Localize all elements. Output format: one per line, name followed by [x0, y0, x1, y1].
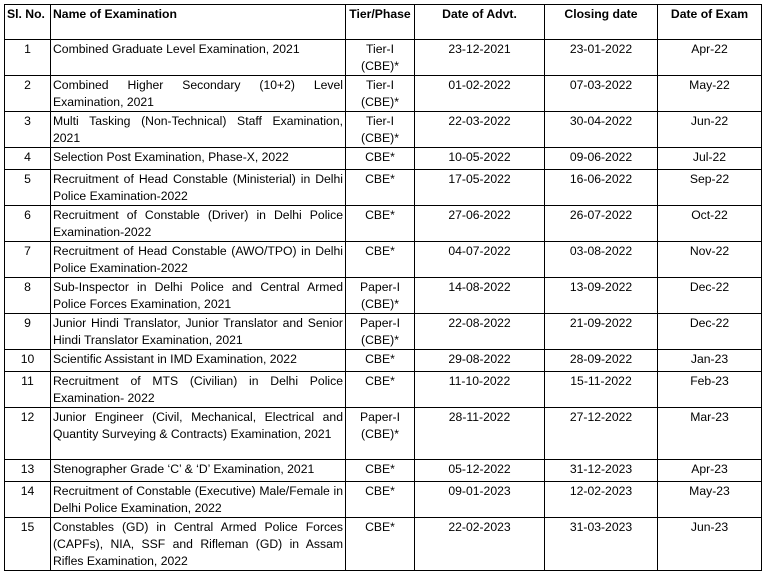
cell-sl-no: 5 [5, 170, 51, 206]
cell-tier-phase: CBE* [346, 170, 415, 206]
cell-closing-date: 12-02-2023 [545, 482, 658, 518]
table-row [5, 518, 762, 571]
cell-closing-date: 28-09-2022 [545, 350, 658, 372]
cell-sl-no: 3 [5, 112, 51, 148]
cell-date-of-exam: Jun-23 [658, 518, 762, 571]
cell-date-of-advt: 22-03-2022 [415, 112, 545, 148]
cell-date-of-exam: May-22 [658, 76, 762, 112]
cell-name-of-examination: Recruitment of Constable (Executive) Male/Female in Delhi Police Examination, 2022 [51, 482, 346, 518]
cell-date-of-exam: Apr-22 [658, 40, 762, 76]
cell-sl-no: 8 [5, 278, 51, 314]
cell-date-of-advt: 14-08-2022 [415, 278, 545, 314]
cell-sl-no: 9 [5, 314, 51, 350]
cell-date-of-advt: 22-08-2022 [415, 314, 545, 350]
header-tier-phase: Tier/Phase [346, 5, 415, 40]
cell-closing-date: 16-06-2022 [545, 170, 658, 206]
header-sl-no: Sl. No. [5, 5, 51, 40]
table-row [5, 170, 762, 206]
cell-closing-date: 15-11-2022 [545, 372, 658, 408]
cell-closing-date: 23-01-2022 [545, 40, 658, 76]
cell-sl-no: 11 [5, 372, 51, 408]
cell-tier-phase: Paper-I (CBE)* [346, 408, 415, 460]
cell-sl-no: 1 [5, 40, 51, 76]
header-closing-date: Closing date [545, 5, 658, 40]
table-row [5, 148, 762, 170]
cell-tier-phase: CBE* [346, 372, 415, 408]
table-header [5, 5, 762, 40]
cell-name-of-examination: Junior Engineer (Civil, Mechanical, Electrical and Quantity Surveying & Contracts) Examination, 2021 [51, 408, 346, 460]
table-row [5, 460, 762, 482]
header-date-of-advt: Date of Advt. [415, 5, 545, 40]
cell-date-of-advt: 01-02-2022 [415, 76, 545, 112]
cell-closing-date: 21-09-2022 [545, 314, 658, 350]
cell-sl-no: 13 [5, 460, 51, 482]
cell-tier-phase: CBE* [346, 148, 415, 170]
cell-date-of-advt: 28-11-2022 [415, 408, 545, 460]
cell-sl-no: 14 [5, 482, 51, 518]
cell-tier-phase: Tier-I (CBE)* [346, 40, 415, 76]
table-row [5, 206, 762, 242]
cell-date-of-exam: Feb-23 [658, 372, 762, 408]
table-row [5, 314, 762, 350]
table-body [5, 40, 762, 571]
header-row [5, 5, 762, 40]
cell-sl-no: 7 [5, 242, 51, 278]
cell-sl-no: 15 [5, 518, 51, 571]
cell-date-of-exam: Dec-22 [658, 314, 762, 350]
cell-sl-no: 2 [5, 76, 51, 112]
cell-tier-phase: Paper-I (CBE)* [346, 314, 415, 350]
table-row [5, 278, 762, 314]
cell-date-of-advt: 09-01-2023 [415, 482, 545, 518]
cell-name-of-examination: Junior Hindi Translator, Junior Translator and Senior Hindi Translator Examination, 2021 [51, 314, 346, 350]
cell-name-of-examination: Combined Graduate Level Examination, 2021 [51, 40, 346, 76]
table-row [5, 372, 762, 408]
cell-name-of-examination: Constables (GD) in Central Armed Police Forces (CAPFs), NIA, SSF and Rifleman (GD) in Assam Rifles Examination, 2022 [51, 518, 346, 571]
cell-date-of-advt: 11-10-2022 [415, 372, 545, 408]
table-row [5, 76, 762, 112]
cell-closing-date: 30-04-2022 [545, 112, 658, 148]
cell-tier-phase: Tier-I (CBE)* [346, 112, 415, 148]
cell-sl-no: 12 [5, 408, 51, 460]
cell-name-of-examination: Recruitment of MTS (Civilian) in Delhi Police Examination- 2022 [51, 372, 346, 408]
header-name-of-examination: Name of Examination [51, 5, 346, 40]
cell-date-of-exam: Sep-22 [658, 170, 762, 206]
cell-sl-no: 6 [5, 206, 51, 242]
table-row [5, 242, 762, 278]
table-row [5, 408, 762, 460]
cell-date-of-advt: 17-05-2022 [415, 170, 545, 206]
cell-name-of-examination: Multi Tasking (Non-Technical) Staff Examination, 2021 [51, 112, 346, 148]
cell-tier-phase: CBE* [346, 482, 415, 518]
header-date-of-exam: Date of Exam [658, 5, 762, 40]
cell-date-of-advt: 05-12-2022 [415, 460, 545, 482]
cell-tier-phase: Tier-I (CBE)* [346, 76, 415, 112]
cell-closing-date: 31-12-2023 [545, 460, 658, 482]
cell-sl-no: 10 [5, 350, 51, 372]
table-row [5, 482, 762, 518]
cell-closing-date: 13-09-2022 [545, 278, 658, 314]
cell-closing-date: 09-06-2022 [545, 148, 658, 170]
cell-tier-phase: CBE* [346, 460, 415, 482]
cell-tier-phase: Paper-I (CBE)* [346, 278, 415, 314]
cell-date-of-exam: Jan-23 [658, 350, 762, 372]
cell-closing-date: 31-03-2023 [545, 518, 658, 571]
cell-date-of-exam: Dec-22 [658, 278, 762, 314]
table-row [5, 112, 762, 148]
cell-date-of-exam: Mar-23 [658, 408, 762, 460]
cell-date-of-advt: 27-06-2022 [415, 206, 545, 242]
cell-closing-date: 07-03-2022 [545, 76, 658, 112]
cell-date-of-exam: Jun-22 [658, 112, 762, 148]
cell-sl-no: 4 [5, 148, 51, 170]
exam-calendar-table [4, 4, 762, 571]
cell-date-of-exam: Oct-22 [658, 206, 762, 242]
cell-date-of-exam: May-23 [658, 482, 762, 518]
table-row [5, 40, 762, 76]
cell-closing-date: 03-08-2022 [545, 242, 658, 278]
cell-name-of-examination: Recruitment of Head Constable (Ministerial) in Delhi Police Examination-2022 [51, 170, 346, 206]
cell-tier-phase: CBE* [346, 518, 415, 571]
cell-name-of-examination: Stenographer Grade ‘C’ & ‘D’ Examination, 2021 [51, 460, 346, 482]
cell-name-of-examination: Recruitment of Constable (Driver) in Delhi Police Examination-2022 [51, 206, 346, 242]
cell-name-of-examination: Recruitment of Head Constable (AWO/TPO) in Delhi Police Examination-2022 [51, 242, 346, 278]
cell-tier-phase: CBE* [346, 350, 415, 372]
table-row [5, 350, 762, 372]
cell-closing-date: 27-12-2022 [545, 408, 658, 460]
cell-tier-phase: CBE* [346, 242, 415, 278]
cell-tier-phase: CBE* [346, 206, 415, 242]
cell-name-of-examination: Selection Post Examination, Phase-X, 2022 [51, 148, 346, 170]
cell-name-of-examination: Scientific Assistant in IMD Examination, 2022 [51, 350, 346, 372]
cell-date-of-advt: 10-05-2022 [415, 148, 545, 170]
cell-name-of-examination: Sub-Inspector in Delhi Police and Central Armed Police Forces Examination, 2021 [51, 278, 346, 314]
cell-date-of-exam: Apr-23 [658, 460, 762, 482]
cell-closing-date: 26-07-2022 [545, 206, 658, 242]
cell-date-of-exam: Jul-22 [658, 148, 762, 170]
cell-date-of-advt: 04-07-2022 [415, 242, 545, 278]
cell-name-of-examination: Combined Higher Secondary (10+2) Level Examination, 2021 [51, 76, 346, 112]
cell-date-of-exam: Nov-22 [658, 242, 762, 278]
cell-date-of-advt: 23-12-2021 [415, 40, 545, 76]
cell-date-of-advt: 29-08-2022 [415, 350, 545, 372]
cell-date-of-advt: 22-02-2023 [415, 518, 545, 571]
